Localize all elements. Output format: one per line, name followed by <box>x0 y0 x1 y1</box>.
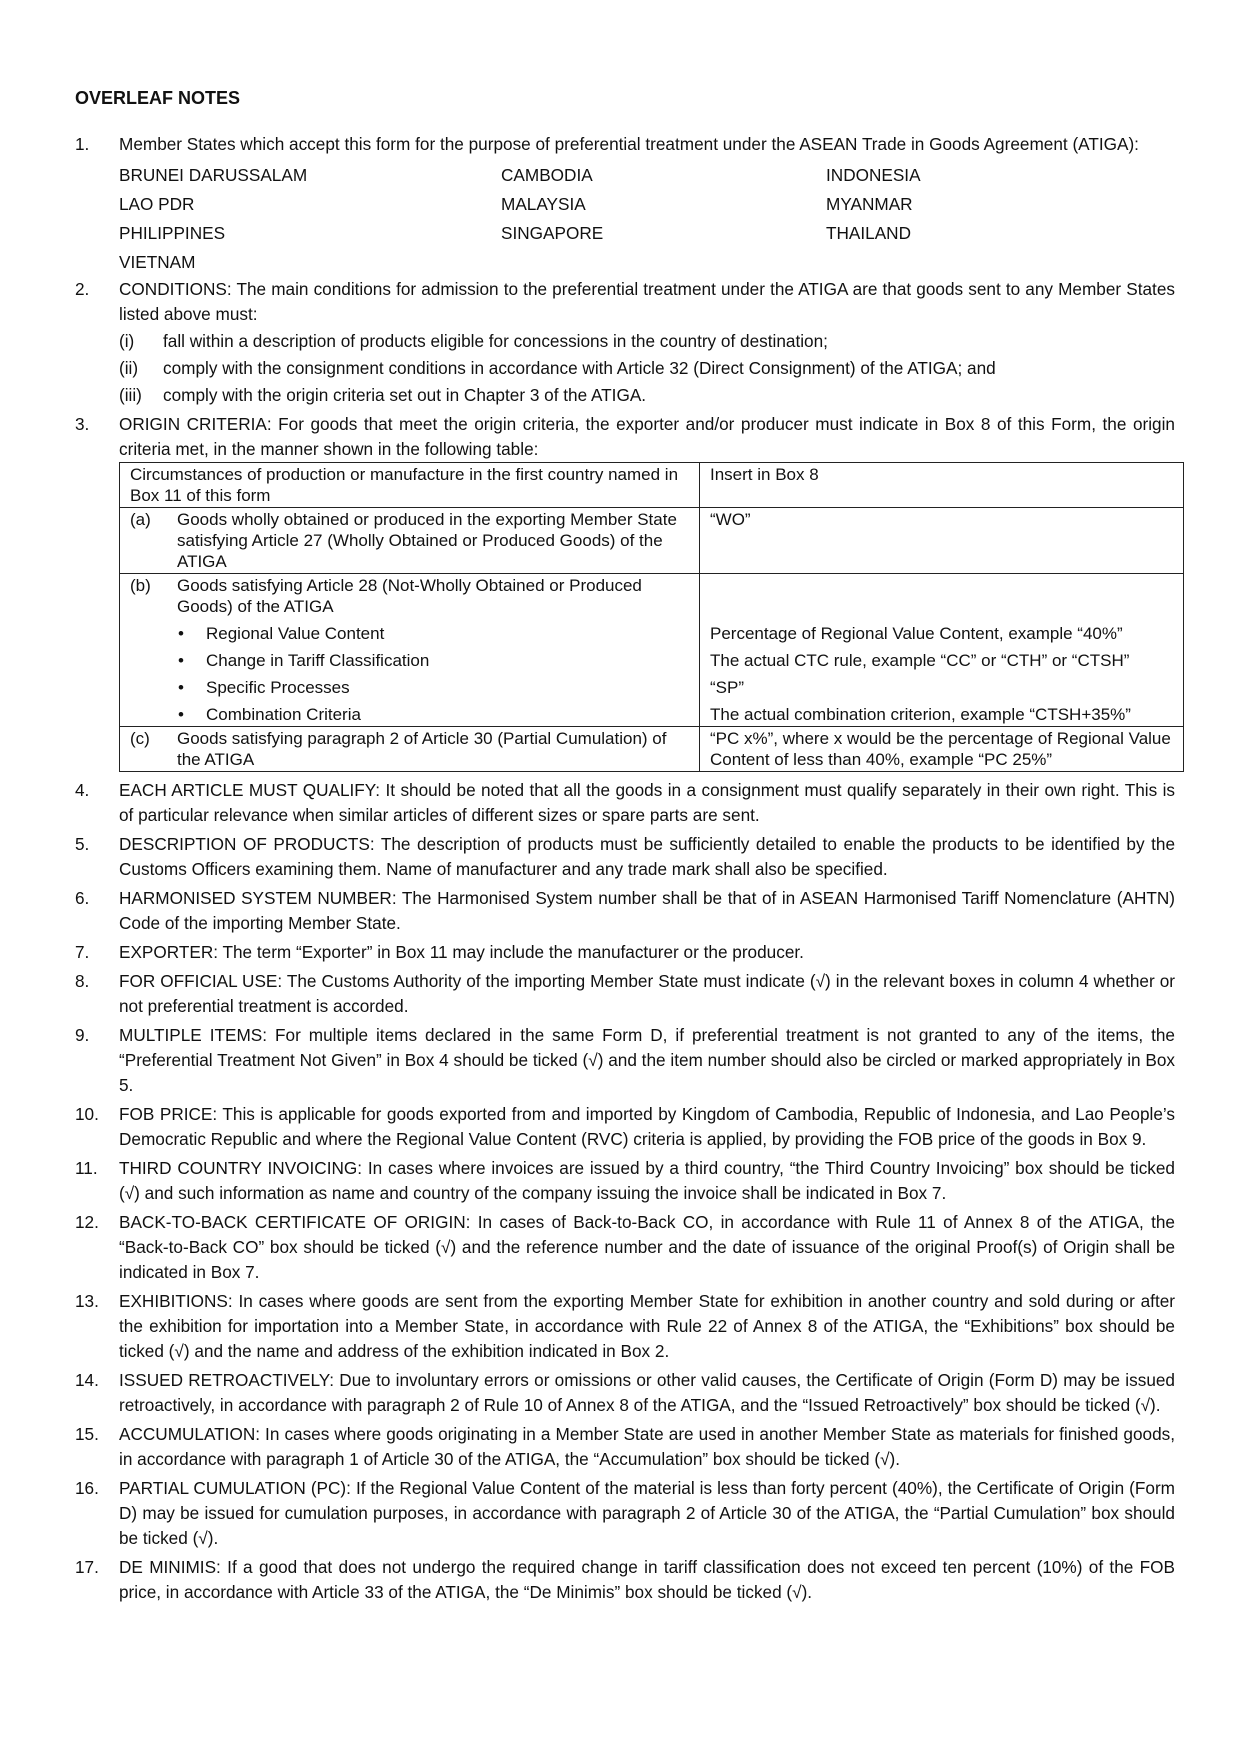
note-13 <box>75 1289 1175 1364</box>
note-text: ISSUED RETROACTIVELY: Due to involuntary errors or omissions or other valid causes, the Certificate of Origin (Form D) may be issued retroactively, in accordance with paragraph 2 of Rule 10 of Annex 8 of the ATIGA, and the “Issued Retroactively” box should be ticked (√). <box>119 1370 1175 1415</box>
note-7 <box>75 940 1175 965</box>
note-3 <box>75 412 1175 462</box>
note-16 <box>75 1476 1175 1551</box>
country: MALAYSIA <box>501 194 586 214</box>
row-text: Goods satisfying Article 28 (Not-Wholly Obtained or Produced Goods) of the ATIGA <box>177 576 642 616</box>
condition-text: comply with the consignment conditions in accordance with Article 32 (Direct Consignment) of the ATIGA; and <box>163 358 996 378</box>
note-text: PARTIAL CUMULATION (PC): If the Regional Value Content of the material is less than forty percent (40%), the Certificate of Origin (Form D) may be issued for cumulation purposes, in accordance with paragraph 2 of Article 30 of the ATIGA, the “Partial Cumulation” box should be ticked (√). <box>119 1478 1175 1548</box>
condition-label: (iii) <box>119 385 142 405</box>
row-value: The actual CTC rule, example “CC” or “CTH” or “CTSH” <box>710 651 1130 670</box>
country: MYANMAR <box>826 194 913 214</box>
bullet-item: • Change in Tariff Classification <box>178 651 430 670</box>
note-text: Member States which accept this form for the purpose of preferential treatment under the ASEAN Trade in Goods Agreement (ATIGA): <box>119 134 1139 154</box>
note-number: 15. <box>75 1424 99 1444</box>
member-states-list <box>119 161 1175 277</box>
bullet-icon: • <box>178 678 184 697</box>
note-number: 16. <box>75 1478 99 1498</box>
row-text: Goods wholly obtained or produced in the exporting Member State satisfying Article 27 (Wholly Obtained or Produced Goods) of the ATIGA <box>177 510 677 571</box>
note-text: ACCUMULATION: In cases where goods originating in a Member State are used in another Member State as materials for finished goods, in accordance with paragraph 1 of Article 30 of the ATIGA, the “Accumulation” box should be ticked (√). <box>119 1424 1175 1469</box>
note-number: 7. <box>75 942 90 962</box>
row-label: (c) <box>130 729 150 748</box>
note-number: 12. <box>75 1212 99 1232</box>
row-value: Percentage of Regional Value Content, example “40%” <box>710 624 1123 643</box>
note-number: 8. <box>75 971 90 991</box>
table-row <box>120 574 1184 727</box>
note-number: 4. <box>75 780 90 800</box>
note-number: 17. <box>75 1557 99 1577</box>
country: CAMBODIA <box>501 165 593 185</box>
note-number: 10. <box>75 1104 99 1124</box>
note-11 <box>75 1156 1175 1206</box>
note-number: 2. <box>75 279 90 299</box>
page-title: OVERLEAF NOTES <box>75 88 241 108</box>
row-value: The actual combination criterion, example “CTSH+35%” <box>710 705 1131 724</box>
condition-item <box>119 383 1175 408</box>
row-value: “WO” <box>700 508 1184 574</box>
condition-item <box>119 356 1175 381</box>
note-number: 13. <box>75 1291 99 1311</box>
note-2 <box>75 277 1175 408</box>
note-number: 3. <box>75 414 90 434</box>
note-9 <box>75 1023 1175 1098</box>
note-text: HARMONISED SYSTEM NUMBER: The Harmonised System number shall be that of in ASEAN Harmonised Tariff Nomenclature (AHTN) Code of the importing Member State. <box>119 888 1175 933</box>
note-1 <box>75 132 1175 157</box>
country: INDONESIA <box>826 165 921 185</box>
note-text: BACK-TO-BACK CERTIFICATE OF ORIGIN: In cases of Back-to-Back CO, in accordance with Rule 11 of Annex 8 of the ATIGA, the “Back-to-Back CO” box should be ticked (√) and the reference number and the date of issuance of the original Proof(s) of Origin shall be indicated in Box 7. <box>119 1212 1175 1282</box>
country: PHILIPPINES <box>119 223 226 243</box>
note-text: EACH ARTICLE MUST QUALIFY: It should be noted that all the goods in a consignment must qualify separately in their own right. This is of particular relevance when similar articles of different sizes or spare parts are sent. <box>119 780 1175 825</box>
bullet-icon: • <box>178 651 184 670</box>
note-text: FOB PRICE: This is applicable for goods exported from and imported by Kingdom of Cambodia, Republic of Indonesia, and Lao People’s Democratic Republic and where the Regional Value Content (RVC) criteria is applied, by providing the FOB price of the goods in Box 9. <box>119 1104 1175 1149</box>
bullet-item: • Regional Value Content <box>178 624 385 643</box>
condition-label: (ii) <box>119 358 139 378</box>
bullet-icon: • <box>178 705 184 724</box>
row-value: “SP” <box>710 678 744 697</box>
origin-criteria-table <box>119 462 1184 772</box>
table-row <box>120 508 1184 574</box>
row-text: Goods satisfying paragraph 2 of Article 30 (Partial Cumulation) of the ATIGA <box>177 729 667 769</box>
bullet-item: • Combination Criteria <box>178 705 361 724</box>
country: SINGAPORE <box>501 223 604 243</box>
note-number: 6. <box>75 888 90 908</box>
note-15 <box>75 1422 1175 1472</box>
table-header-cell: Insert in Box 8 <box>700 463 1184 508</box>
note-text: DE MINIMIS: If a good that does not undergo the required change in tariff classification does not exceed ten percent (10%) of the FOB price, in accordance with Article 33 of the ATIGA, the “De Minimis” box should be ticked (√). <box>119 1557 1175 1602</box>
row-label: (a) <box>130 510 151 529</box>
note-12 <box>75 1210 1175 1285</box>
table-header-cell: Circumstances of production or manufacture in the first country named in Box 11 of this form <box>120 463 700 508</box>
country: THAILAND <box>826 223 911 243</box>
note-8 <box>75 969 1175 1019</box>
note-10 <box>75 1102 1175 1152</box>
row-value: “PC x%”, where x would be the percentage of Regional Value Content of less than 40%, example “PC 25%” <box>700 727 1184 772</box>
note-text: THIRD COUNTRY INVOICING: In cases where invoices are issued by a third country, “the Third Country Invoicing” box should be ticked (√) and such information as name and country of the company issuing the invoice shall be indicated in Box 7. <box>119 1158 1175 1203</box>
note-number: 11. <box>75 1158 98 1178</box>
table-row <box>120 727 1184 772</box>
country: BRUNEI DARUSSALAM <box>119 165 308 185</box>
note-5 <box>75 832 1175 882</box>
bullet-item: • Specific Processes <box>178 678 350 697</box>
note-6 <box>75 886 1175 936</box>
note-14 <box>75 1368 1175 1418</box>
condition-text: comply with the origin criteria set out in Chapter 3 of the ATIGA. <box>163 385 647 405</box>
country: VIETNAM <box>119 252 196 272</box>
table-header-row <box>120 463 1184 508</box>
bullet-icon: • <box>178 624 184 643</box>
note-text: ORIGIN CRITERIA: For goods that meet the origin criteria, the exporter and/or producer must indicate in Box 8 of this Form, the origin criteria met, in the manner shown in the following table: <box>119 414 1175 459</box>
document-page <box>75 86 1175 1609</box>
note-text: EXHIBITIONS: In cases where goods are sent from the exporting Member State for exhibition in another country and sold during or after the exhibition for importation into a Member State, in accordance with Rule 22 of Annex 8 of the ATIGA, the “Exhibitions” box should be ticked (√) and the name and address of the exhibition indicated in Box 2. <box>119 1291 1175 1361</box>
condition-item <box>119 329 1175 354</box>
note-text: CONDITIONS: The main conditions for admission to the preferential treatment under the ATIGA are that goods sent to any Member States listed above must: <box>119 279 1175 324</box>
note-text: EXPORTER: The term “Exporter” in Box 11 may include the manufacturer or the producer. <box>119 942 804 962</box>
note-text: FOR OFFICIAL USE: The Customs Authority of the importing Member State must indicate (√) in the relevant boxes in column 4 whether or not preferential treatment is accorded. <box>119 971 1175 1016</box>
country: LAO PDR <box>119 194 195 214</box>
condition-text: fall within a description of products eligible for concessions in the country of destination; <box>163 331 828 351</box>
note-17 <box>75 1555 1175 1605</box>
condition-label: (i) <box>119 331 135 351</box>
note-4 <box>75 778 1175 828</box>
note-text: DESCRIPTION OF PRODUCTS: The description of products must be sufficiently detailed to enable the products to be identified by the Customs Officers examining them. Name of manufacturer and any trade mark shall also be specified. <box>119 834 1175 879</box>
note-number: 1. <box>75 134 90 154</box>
note-number: 14. <box>75 1370 99 1390</box>
note-text: MULTIPLE ITEMS: For multiple items declared in the same Form D, if preferential treatment is not granted to any of the items, the “Preferential Treatment Not Given” in Box 4 should be ticked (√) and the item number should also be circled or marked appropriately in Box 5. <box>119 1025 1175 1095</box>
note-number: 5. <box>75 834 90 854</box>
note-number: 9. <box>75 1025 90 1045</box>
row-label: (b) <box>130 576 151 595</box>
